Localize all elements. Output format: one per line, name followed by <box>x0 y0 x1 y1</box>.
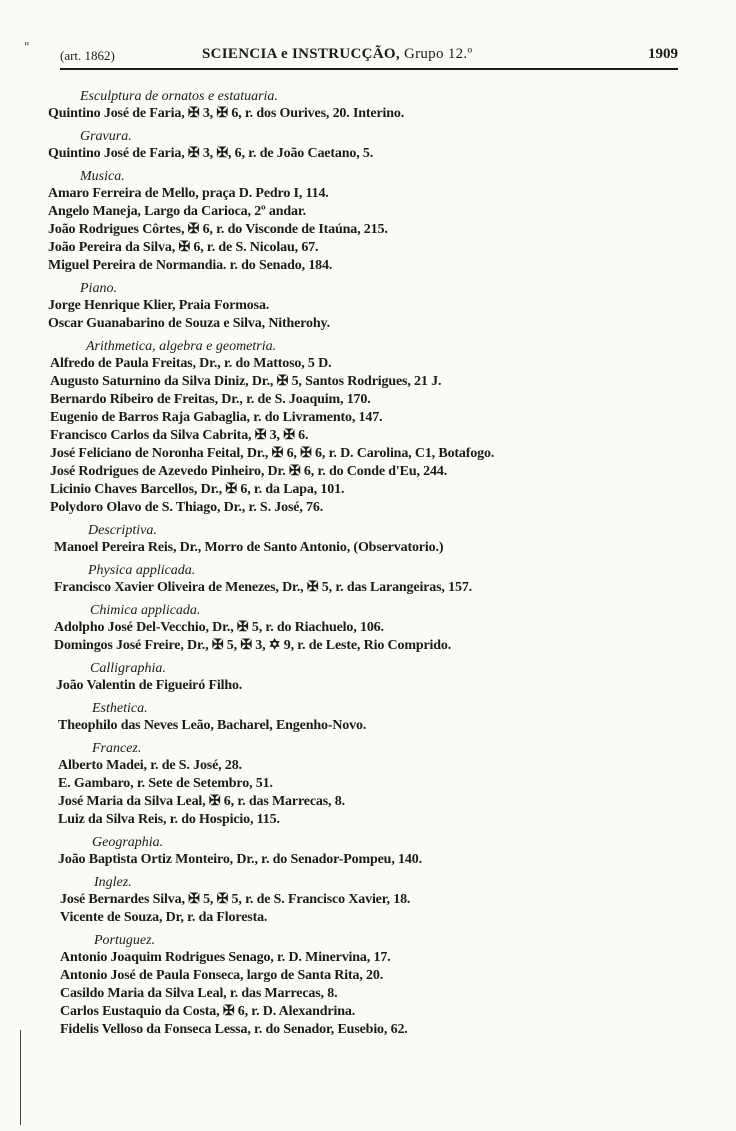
directory-entry: Quintino José de Faria, ✠ 3, ✠, 6, r. de João Caetano, 5. <box>48 146 374 161</box>
section-heading: Gravura. <box>80 129 132 144</box>
directory-section <box>48 700 688 740</box>
directory-section <box>48 562 688 602</box>
directory-entry: João Valentin de Figueiró Filho. <box>56 678 243 693</box>
directory-section <box>48 522 688 562</box>
directory-section <box>48 88 688 128</box>
directory-section <box>48 740 688 834</box>
section-heading: Portuguez. <box>94 933 156 948</box>
directory-entry: Domingos José Freire, Dr., ✠ 5, ✠ 3, ✡ 9, r. de Leste, Rio Comprido. <box>54 638 452 653</box>
section-heading: Calligraphia. <box>90 661 166 676</box>
directory-entry: Bernardo Ribeiro de Freitas, Dr., r. de S. Joaquim, 170. <box>50 392 371 407</box>
directory-section <box>48 168 688 280</box>
directory-entry: Casildo Maria da Silva Leal, r. das Marrecas, 8. <box>60 986 338 1001</box>
corner-mark: " <box>24 40 30 54</box>
directory-entry: Polydoro Olavo de S. Thiago, Dr., r. S. José, 76. <box>50 500 324 515</box>
directory-entry: Vicente de Souza, Dr, r. da Floresta. <box>60 910 268 925</box>
section-heading: Musica. <box>80 169 125 184</box>
directory-entry: Theophilo das Neves Leão, Bacharel, Engenho-Novo. <box>58 718 367 733</box>
section-gap <box>48 1039 688 1044</box>
directory-entry: José Maria da Silva Leal, ✠ 6, r. das Marrecas, 8. <box>58 794 345 809</box>
directory-entry: José Rodrigues de Azevedo Pinheiro, Dr. ✠ 6, r. do Conde d'Eu, 244. <box>50 464 448 479</box>
directory-section <box>48 874 688 932</box>
directory-entry: José Bernardes Silva, ✠ 5, ✠ 5, r. de S. Francisco Xavier, 18. <box>60 892 411 907</box>
directory-entry: João Baptista Ortiz Monteiro, Dr., r. do Senador-Pompeu, 140. <box>58 852 422 867</box>
directory-entry: Manoel Pereira Reis, Dr., Morro de Santo Antonio, (Observatorio.) <box>54 540 444 555</box>
directory-entry: Oscar Guanabarino de Souza e Silva, Nitherohy. <box>48 316 330 331</box>
directory-entry: E. Gambaro, r. Sete de Setembro, 51. <box>58 776 273 791</box>
directory-section <box>48 338 688 522</box>
article-reference: (art. 1862) <box>60 48 115 63</box>
directory-entry: Adolpho José Del-Vecchio, Dr., ✠ 5, r. do Riachuelo, 106. <box>54 620 384 635</box>
section-heading: Piano. <box>80 281 117 296</box>
directory-entry: Licinio Chaves Barcellos, Dr., ✠ 6, r. da Lapa, 101. <box>50 482 345 497</box>
directory-section <box>48 932 688 1044</box>
directory-entry: Antonio José de Paula Fonseca, largo de Santa Rita, 20. <box>60 968 384 983</box>
section-heading: Esthetica. <box>92 701 148 716</box>
directory-entry: João Rodrigues Côrtes, ✠ 6, r. do Visconde de Itaúna, 215. <box>48 222 388 237</box>
directory-entry: Augusto Saturnino da Silva Diniz, Dr., ✠ 5, Santos Rodrigues, 21 J. <box>50 374 442 389</box>
directory-entry: Amaro Ferreira de Mello, praça D. Pedro I, 114. <box>48 186 329 201</box>
running-title <box>202 46 472 63</box>
section-heading: Chimica applicada. <box>90 603 201 618</box>
directory-entry: Carlos Eustaquio da Costa, ✠ 6, r. D. Alexandrina. <box>60 1004 356 1019</box>
directory-entry: Angelo Maneja, Largo da Carioca, 2º andar. <box>48 204 306 219</box>
section-heading: Physica applicada. <box>88 563 196 578</box>
page-number: 1909 <box>648 46 678 62</box>
directory-entry: Eugenio de Barros Raja Gabaglia, r. do Livramento, 147. <box>50 410 383 425</box>
document-body <box>48 88 688 1044</box>
running-title-main: SCIENCIA e INSTRUCÇÃO, <box>202 46 400 62</box>
section-heading: Esculptura de ornatos e estatuaria. <box>80 89 278 104</box>
directory-entry: João Pereira da Silva, ✠ 6, r. de S. Nicolau, 67. <box>48 240 319 255</box>
section-heading: Arithmetica, algebra e geometria. <box>86 339 277 354</box>
directory-entry: Quintino José de Faria, ✠ 3, ✠ 6, r. dos Ourives, 20. Interino. <box>48 106 405 121</box>
directory-entry: Luiz da Silva Reis, r. do Hospicio, 115. <box>58 812 280 827</box>
directory-section <box>48 128 688 168</box>
directory-entry: Fidelis Velloso da Fonseca Lessa, r. do Senador, Eusebio, 62. <box>60 1022 408 1037</box>
directory-section <box>48 660 688 700</box>
directory-entry: Jorge Henrique Klier, Praia Formosa. <box>48 298 270 313</box>
directory-entry: Alfredo de Paula Freitas, Dr., r. do Mattoso, 5 D. <box>50 356 332 371</box>
section-heading: Francez. <box>92 741 142 756</box>
directory-entry: Francisco Carlos da Silva Cabrita, ✠ 3, ✠ 6. <box>50 428 309 443</box>
directory-entry: Francisco Xavier Oliveira de Menezes, Dr., ✠ 5, r. das Larangeiras, 157. <box>54 580 473 595</box>
margin-rule <box>20 1030 21 1125</box>
directory-entry: Alberto Madei, r. de S. José, 28. <box>58 758 242 773</box>
directory-section <box>48 834 688 874</box>
directory-section <box>48 280 688 338</box>
section-heading: Inglez. <box>94 875 132 890</box>
directory-entry: Antonio Joaquim Rodrigues Senago, r. D. Minervina, 17. <box>60 950 391 965</box>
directory-section <box>48 602 688 660</box>
running-title-group: Grupo 12.º <box>403 46 473 62</box>
directory-entry: Miguel Pereira de Normandia. r. do Senado, 184. <box>48 258 333 273</box>
directory-entry: José Feliciano de Noronha Feital, Dr., ✠ 6, ✠ 6, r. D. Carolina, C1, Botafogo. <box>50 446 495 461</box>
section-heading: Descriptiva. <box>88 523 157 538</box>
section-heading: Geographia. <box>92 835 164 850</box>
page-header <box>60 46 678 70</box>
